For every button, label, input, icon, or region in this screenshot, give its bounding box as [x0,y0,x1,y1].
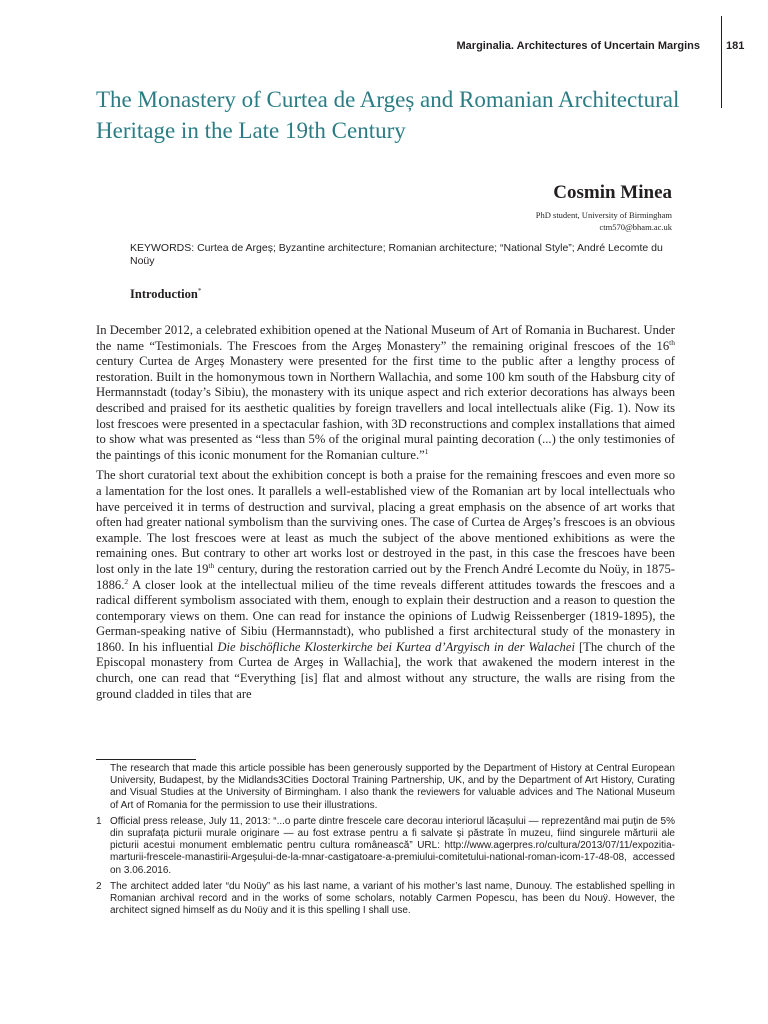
footnote-divider [96,759,196,760]
footnote-text: The architect added later “du Noüy” as his last name, a variant of his mother’s last name, Dunouy. The established spelling in Romanian archival record and in the works of some scholars, notably Carmen Popescu, has been du Nouÿ. However, the architect signed himself as du Noüy and it is this spelling I shall use. [110,880,675,917]
section-heading-label: Introduction [130,287,198,302]
journal-title: Marginalia. Architectures of Uncertain Margins [456,40,700,52]
footnote-ref: 2 [124,576,129,586]
text-run: century, during the restoration carried out by the French André Lecomte du Noüy, in 1875-1886. [96,561,676,592]
author-email: ctm570@bham.ac.uk [599,222,672,232]
footnote-text: The research that made this article possible has been generously supported by the Department of History at Central European University, Budapest, by the Midlands3Cities Doctoral Training Partnership, UK, and by the Department of Art History, Curating and Visual Studies at the University of Birmingham. I also thank the reviewers for valuable advices and The National Museum of Art of Romania for the permission to use their illustrations. [110,763,675,811]
header-divider [721,16,722,108]
footnote [96,816,675,877]
italic-title: Die bischöfliche Klosterkirche bei Kurtea d’Argyisch in der Walachei [217,639,575,654]
text-run: [The church of the Episcopal monastery from Curtea de Argeș in Wallachia], the work that awakened the modern interest in the church, one can read that “Everything [is] flat and almost without any structure, the walls are rising from the ground cladded in tiles that are [96,639,675,701]
author-name: Cosmin Minea [553,182,672,203]
page-number: 181 [726,40,745,52]
superscript: th [208,560,215,570]
text-run: century Curtea de Argeș Monastery were presented for the first time to the public after a lengthy process of restoration. Built in the homonymous town in Northern Wallachia, and some 100 km south of the Habsburg city of Hermannstadt (today’s Sibiu), the monastery with its unique aspect and rich exterior decorations has always been described and praised for its aesthetic qualities by foreign travellers and local intellectuals alike (Fig. 1). Now its lost frescoes were presented in a spectacular fashion, with 3D reconstructions and complex installations that aimed to show what was presented as “less than 5% of the original mural painting decoration (...) the only testimonies of the paintings of this iconic monument for the Romanian culture.” [96,354,675,462]
footnote-number [96,763,110,812]
paragraph-2 [96,468,675,702]
text-run: The short curatorial text about the exhibition concept is both a praise for the remaining frescoes and even more so a lamentation for the lost ones. It parallels a well-established view of the Romanian art by local intellectuals who have perceived it in terms of destruction and survival, placing a great emphasis on the absence of art works that often had greater national symbolism than the surviving ones. The case of Curtea de Argeș’s frescoes is an obvious example. The lost frescoes were at least as much the subject of the above mentioned exhibitions as were the remaining ones. But contrary to other art works lost or destroyed in the past, in this case the frescoes have been lost only in the late 19 [96,468,675,576]
footnote-number: 2 [96,880,102,892]
superscript: th [669,337,675,347]
article-title: The Monastery of Curtea de Argeș and Romanian Architectural Heritage in the Late 19th Century [96,87,680,143]
paragraph-1 [96,323,675,463]
text-run: A closer look at the intellectual milieu of the time reveals different attitudes towards the frescoes and a radical different symbolism associated with them, enough to explain their destruction and a reason to question the contemporary views on them. One can read for instance the opinions of Ludwig Reissenberger (1819-1895), the German-speaking native of Sibiu (Hermannstadt), who published a first architectural study of the monastery in 1860. In his influential [96,577,675,654]
body-text [96,323,675,707]
running-head [0,40,708,52]
text-run: In December 2012, a celebrated exhibition opened at the National Museum of Art of Romania in Bucharest. Under the name “Testimonials. The Frescoes from the Argeș Monastery” the remaining original frescoes of the 16 [96,323,675,353]
section-heading-introduction [130,287,201,302]
section-heading-marker: * [197,287,202,295]
author-affiliation: PhD student, University of Birmingham [535,210,672,220]
footnote-ref: 1 [424,446,429,456]
footnote-text: Official press release, July 11, 2013: “...o parte dintre frescele care decorau interiorul lăcașului — reprezentând mai puțin de 5% din suprafața picturii murale originare — au fost extrase pentru a fi salvate și păstrate în muzeu, fiind singurele mărturii ale picturii acestui monument emblematic pentru cultura românească” URL: http://www.agerpres.ro/cultura/2013/07/11/expozitia-marturii-frescele-manastirii-Argeșului-de-la-mnar-castigatoare-a-premiului-comitetului-national-roman-icom-17-48-08, accessed on 3.06.2016. [110,815,675,876]
footnote [96,881,675,918]
footnote [96,763,675,812]
footnote-number: 1 [96,815,102,827]
author-affiliation-block [536,209,672,233]
keywords: KEYWORDS: Curtea de Argeș; Byzantine architecture; Romanian architecture; “National Style”; André Lecomte du Noüy [130,242,663,267]
footnotes [96,763,675,921]
